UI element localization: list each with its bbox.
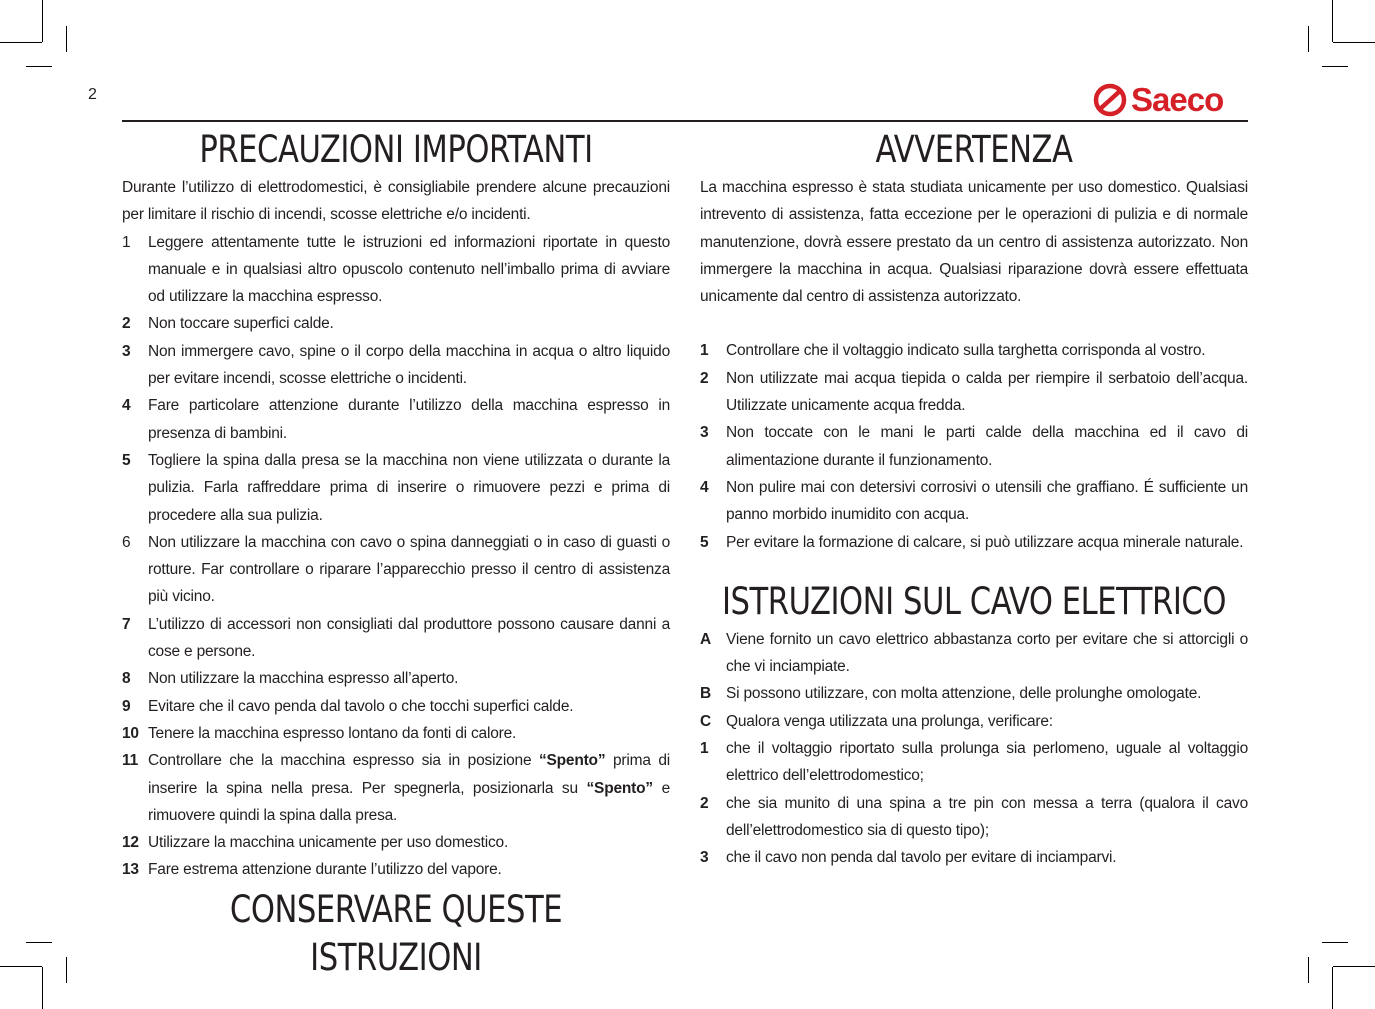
item-letter: B xyxy=(700,685,711,703)
item-text: Controllare che la macchina espresso sia in posizione xyxy=(148,752,539,770)
item-number: 5 xyxy=(122,451,131,469)
list-item xyxy=(122,693,670,720)
list-item xyxy=(700,474,1248,529)
item-number: 3 xyxy=(700,849,709,867)
crop-mark xyxy=(1333,42,1375,43)
crop-mark xyxy=(1308,957,1309,983)
crop-mark xyxy=(26,942,52,943)
item-number: 3 xyxy=(700,424,709,442)
crop-mark xyxy=(26,66,52,67)
item-text: che il cavo non penda dal tavolo per evitare di inciamparvi. xyxy=(726,849,1117,867)
item-number: 1 xyxy=(700,342,709,360)
list-item xyxy=(122,611,670,666)
item-number: 2 xyxy=(122,315,131,333)
cable-sub-list xyxy=(700,735,1248,871)
warning-intro: La macchina espresso è stata studiata unicamente per uso domestico. Qualsiasi intrevento di assistenza, fatta eccezione per le operazioni di pulizia e di normale manutenzione, dovrà essere prestato da un centro di assistenza autorizzato. Non immergere la macchina in acqua. Qualsiasi riparazione dovrà essere effettuata unicamente dal centro di assistenza autorizzato. xyxy=(700,179,1248,306)
item-letter: C xyxy=(700,712,711,730)
list-item xyxy=(700,529,1248,556)
item-number: 10 xyxy=(122,724,139,742)
crop-mark xyxy=(1322,66,1348,67)
saeco-logo xyxy=(1093,82,1223,118)
list-item xyxy=(700,337,1248,364)
item-text: Leggere attentamente tutte le istruzioni ed informazioni riportate in questo manuale e in qualsiasi altro opuscolo contenuto nell’imballo prima di avviare od utilizzare la macchina espresso. xyxy=(148,233,670,306)
item-text: Non utilizzare la macchina con cavo o spina danneggiati o in caso di guasti o rotture. Far controllare o riparare l’apparecchio presso il centro di assistenza più vicino. xyxy=(148,533,670,606)
precautions-list xyxy=(122,229,670,884)
item-text: che il voltaggio riportato sulla prolunga sia perlomeno, uguale al voltaggio elettrico dell’elettrodomestico; xyxy=(726,740,1248,785)
item-number: 1 xyxy=(700,740,709,758)
crop-mark xyxy=(0,42,42,43)
list-item xyxy=(700,735,1248,790)
item-text: Si possono utilizzare, con molta attenzione, delle prolunghe omologate. xyxy=(726,685,1202,703)
item-number: 12 xyxy=(122,834,139,852)
right-column xyxy=(700,126,1248,872)
item-number: 11 xyxy=(122,752,138,770)
item-number: 3 xyxy=(122,342,131,360)
item-text: Non utilizzare la macchina espresso all’aperto. xyxy=(148,670,459,688)
crop-mark xyxy=(66,26,67,52)
precautions-intro: Durante l’utilizzo di elettrodomestici, è consigliabile prendere alcune precauzioni per limitare il rischio di incendi, scosse elettriche e/o incidenti. xyxy=(122,179,670,224)
item-text: Utilizzare la macchina unicamente per uso domestico. xyxy=(148,834,509,852)
list-item xyxy=(122,829,670,856)
item-text: Viene fornito un cavo elettrico abbastanza corto per evitare che si attorcigli o che vi inciampiate. xyxy=(726,630,1248,676)
left-column xyxy=(122,126,670,982)
item-text: prima di inserire la spina nella presa. Per spegnerla, posizionarla su xyxy=(148,752,670,797)
item-text: Fare particolare attenzione durante l’utilizzo della macchina espresso in presenza di bambini. xyxy=(148,397,670,442)
item-text: Togliere la spina dalla presa se la macchina non viene utilizzata o durante la pulizia. Farla raffreddare prima di inserire o rimuovere pezzi e prima di procedere alla sua pulizia. xyxy=(148,451,670,524)
list-item xyxy=(700,365,1248,420)
precautions-title: PRECAUZIONI IMPORTANTI xyxy=(199,128,593,171)
warning-title: AVVERTENZA xyxy=(875,128,1073,171)
list-item xyxy=(122,229,670,311)
list-item xyxy=(122,310,670,337)
list-item xyxy=(122,392,670,447)
crop-mark xyxy=(42,0,43,42)
item-number: 4 xyxy=(700,478,709,496)
crop-mark xyxy=(1332,967,1333,1009)
list-item xyxy=(700,680,1248,707)
crop-mark xyxy=(66,957,67,983)
list-item xyxy=(122,665,670,692)
list-item xyxy=(700,626,1248,681)
item-letter: A xyxy=(700,630,711,648)
item-text: Tenere la macchina espresso lontano da fonti di calore. xyxy=(148,724,517,742)
warning-list xyxy=(700,337,1248,555)
item-number: 2 xyxy=(700,369,709,387)
cable-instructions-title: ISTRUZIONI SUL CAVO ELETTRICO xyxy=(721,579,1226,623)
list-item xyxy=(122,447,670,529)
saeco-logo-icon xyxy=(1093,83,1127,117)
list-item xyxy=(122,720,670,747)
item-text: Non immergere cavo, spine o il corpo della macchina in acqua o altro liquido per evitare incendi, scosse elettriche o incidenti. xyxy=(148,342,670,388)
item-number: 9 xyxy=(122,697,131,715)
brand-name: Saeco xyxy=(1131,81,1224,118)
list-item xyxy=(122,338,670,393)
list-item xyxy=(700,790,1248,845)
item-text: Non utilizzate mai acqua tiepida o calda per riempire il serbatoio dell’acqua. Utilizzate unicamente acqua fredda. xyxy=(726,369,1248,415)
spento-label: “Spento” xyxy=(538,752,606,770)
crop-mark xyxy=(1332,0,1333,42)
item-text: Qualora venga utilizzata una prolunga, verificare: xyxy=(726,712,1053,730)
cable-list xyxy=(700,626,1248,735)
crop-mark xyxy=(1322,942,1348,943)
spento-label: “Spento” xyxy=(586,779,653,797)
item-text: Controllare che il voltaggio indicato sulla targhetta corrisponda al vostro. xyxy=(726,342,1206,360)
item-text: Fare estrema attenzione durante l’utilizzo del vapore. xyxy=(148,861,502,879)
item-number: 6 xyxy=(122,533,131,551)
list-item xyxy=(122,529,670,611)
list-item xyxy=(122,856,670,883)
crop-mark xyxy=(1333,966,1375,967)
item-number: 13 xyxy=(122,861,139,879)
keep-instructions-title: CONSERVARE QUESTE ISTRUZIONI xyxy=(229,887,563,979)
item-number: 2 xyxy=(700,794,709,812)
list-item xyxy=(700,419,1248,474)
list-item xyxy=(700,708,1248,735)
item-number: 1 xyxy=(122,233,131,251)
item-text: Evitare che il cavo penda dal tavolo o che tocchi superfici calde. xyxy=(148,697,574,715)
list-item xyxy=(700,844,1248,871)
item-text: Non toccate con le mani le parti calde della macchina ed il cavo di alimentazione durante il funzionamento. xyxy=(726,424,1248,469)
item-number: 8 xyxy=(122,670,131,688)
item-text: Per evitare la formazione di calcare, si può utilizzare acqua minerale naturale. xyxy=(726,533,1244,551)
item-text: che sia munito di una spina a tre pin con messa a terra (qualora il cavo dell’elettrodomestico sia di questo tipo); xyxy=(726,794,1248,839)
page-number: 2 xyxy=(88,86,97,103)
item-text: Non toccare superfici calde. xyxy=(148,315,334,333)
list-item xyxy=(122,747,670,829)
item-text: Non pulire mai con detersivi corrosivi o utensili che graffiano. É sufficiente un panno morbido inumidito con acqua. xyxy=(726,478,1248,524)
crop-mark xyxy=(42,967,43,1009)
item-text: e rimuovere quindi la spina dalla presa. xyxy=(148,779,670,824)
crop-mark xyxy=(1308,26,1309,52)
item-number: 7 xyxy=(122,615,131,633)
item-text: L’utilizzo di accessori non consigliati dal produttore possono causare danni a cose e persone. xyxy=(148,615,670,661)
item-number: 4 xyxy=(122,397,131,415)
item-number: 5 xyxy=(700,533,709,551)
crop-mark xyxy=(0,966,42,967)
header-rule xyxy=(122,120,1248,122)
